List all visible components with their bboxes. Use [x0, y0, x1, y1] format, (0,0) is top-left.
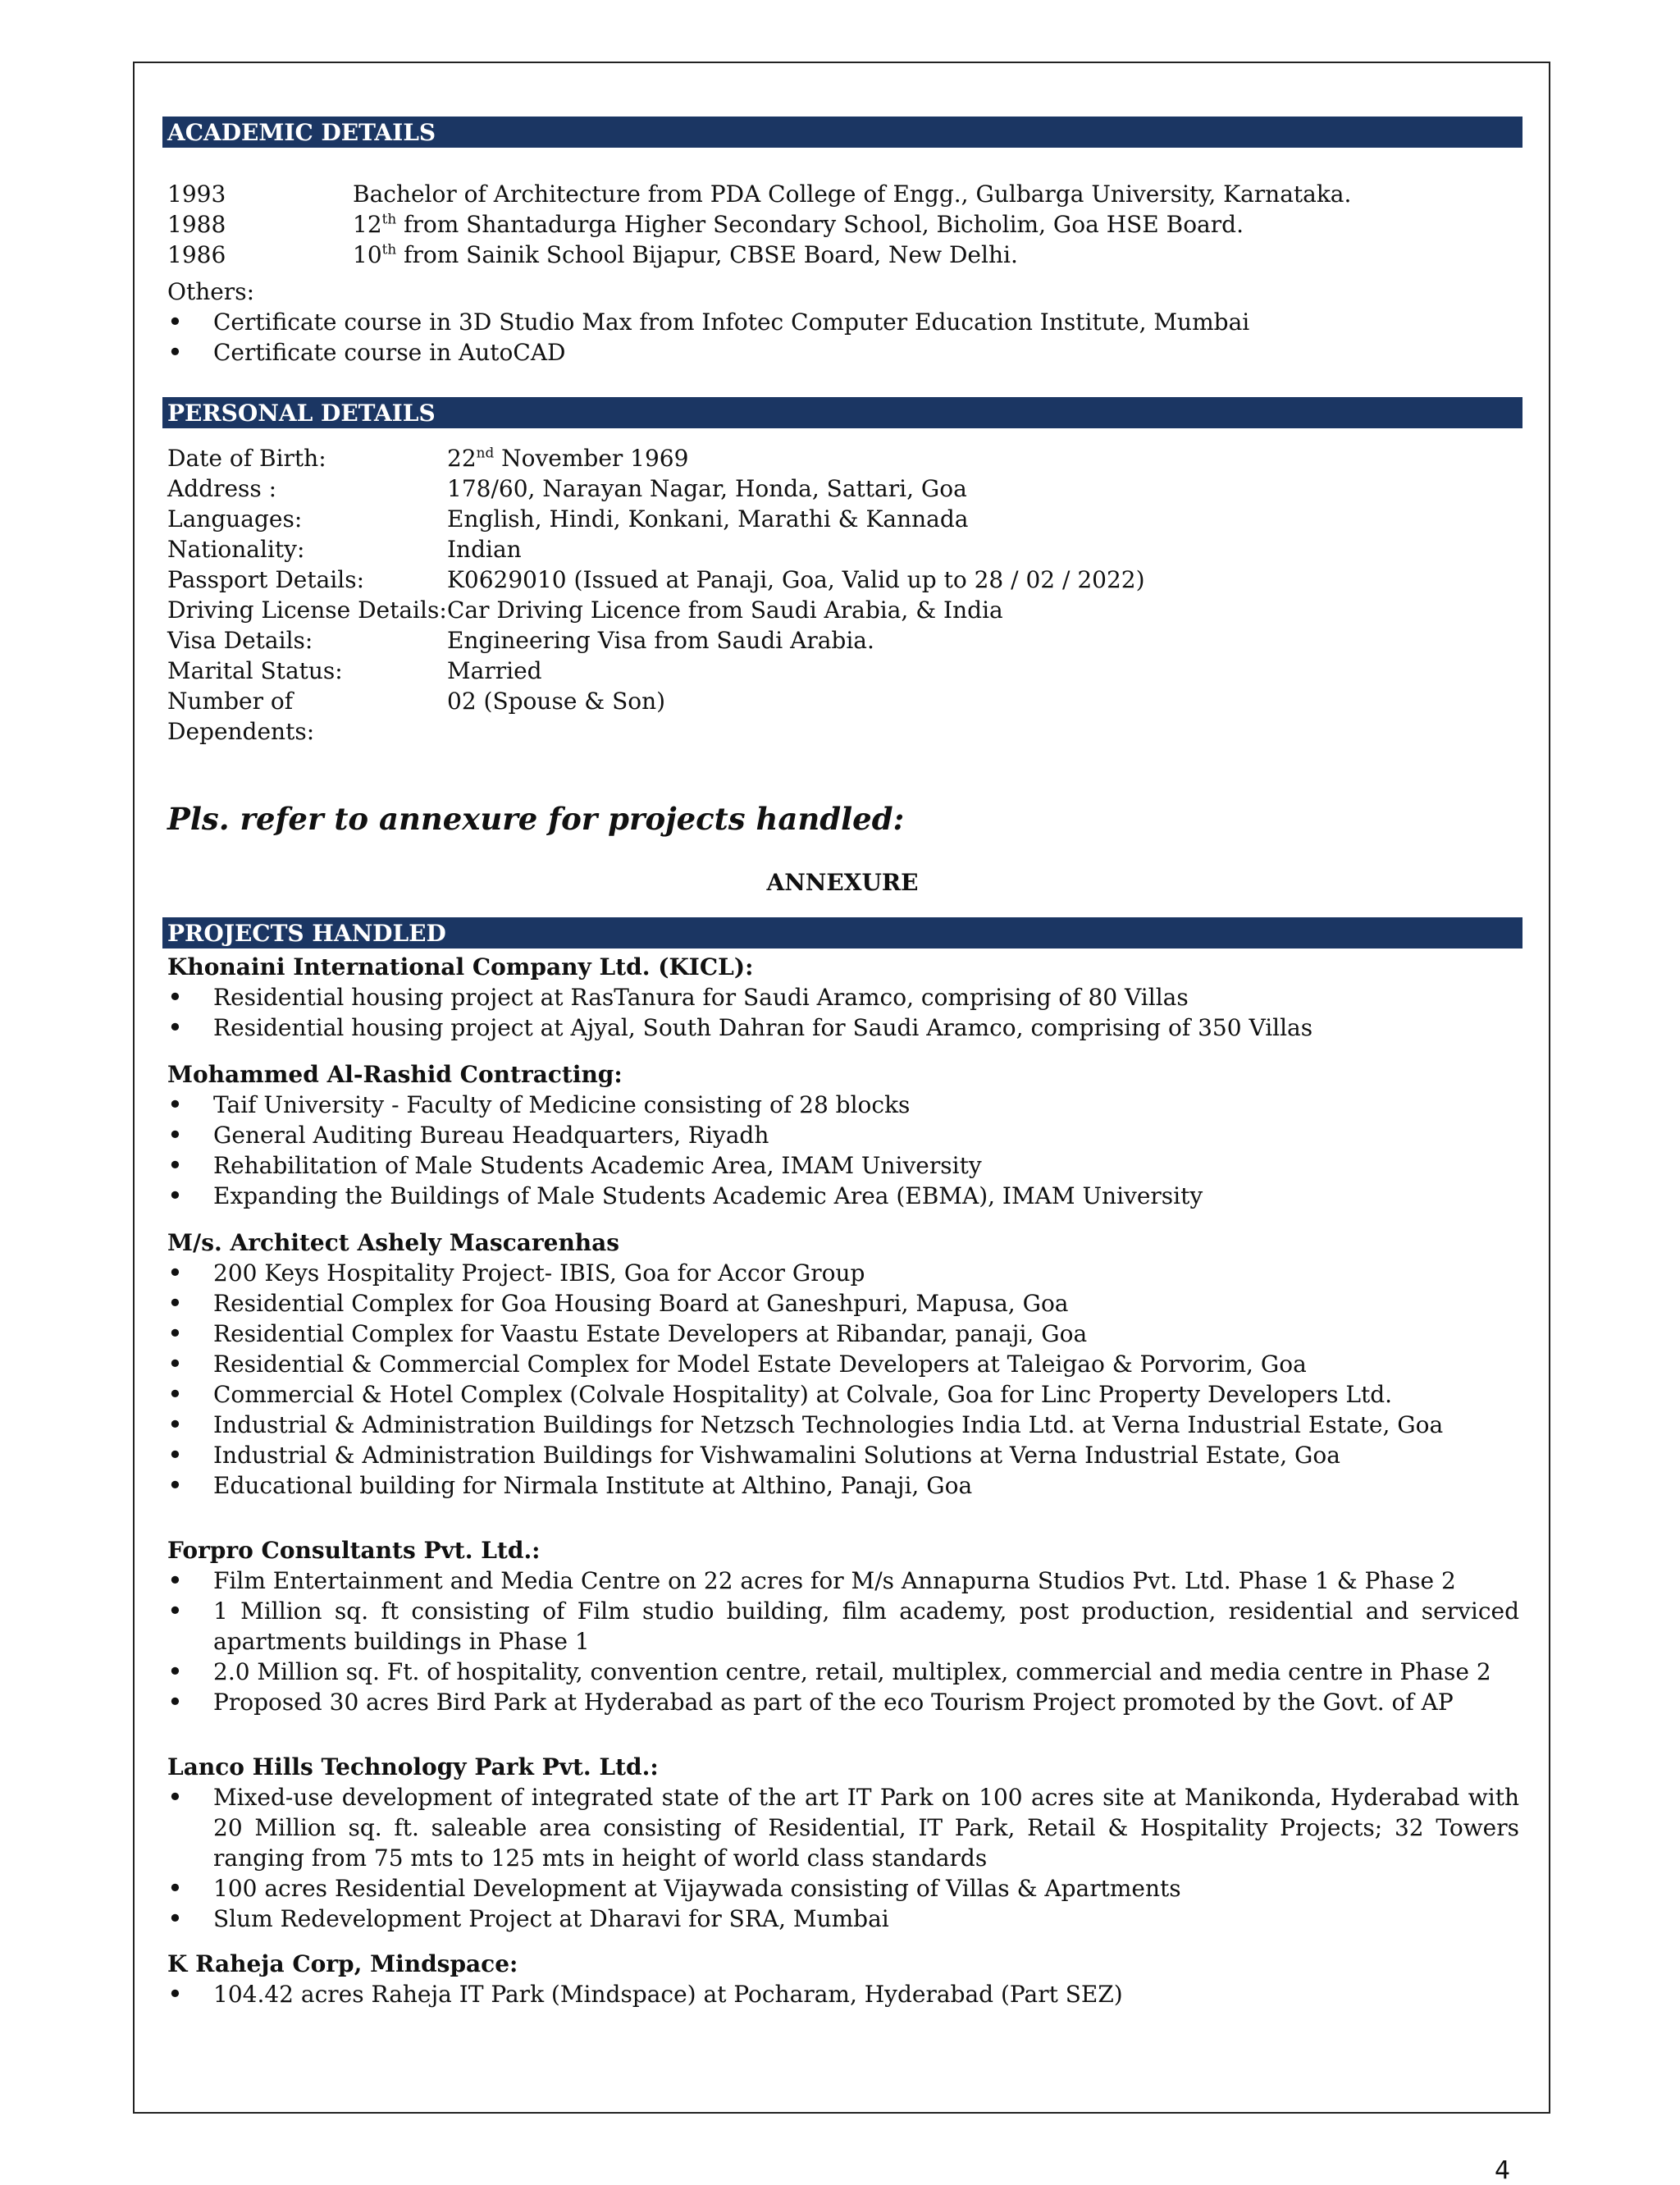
list-item: • Rehabilitation of Male Students Academic Area, IMAM University	[162, 1150, 1522, 1181]
list-item: • Slum Redevelopment Project at Dharavi for SRA, Mumbai	[162, 1904, 1522, 1934]
academic-year: 1988	[167, 211, 226, 238]
personal-row	[162, 504, 1522, 534]
company-name: Mohammed Al-Rashid Contracting:	[167, 1061, 623, 1088]
personal-label: Date of Birth:	[167, 445, 326, 472]
personal-value: Engineering Visa from Saudi Arabia.	[447, 627, 874, 654]
project-list	[162, 1979, 1522, 2009]
personal-row	[162, 625, 1522, 656]
academic-year: 1993	[167, 181, 226, 208]
others-label: Others:	[167, 278, 254, 305]
personal-rows	[162, 473, 1522, 747]
academic-entry	[162, 240, 1522, 270]
personal-row	[162, 595, 1522, 625]
list-item: • Certificate course in 3D Studio Max from Infotec Computer Education Institute, Mumbai	[162, 307, 1522, 337]
personal-value: English, Hindi, Konkani, Marathi & Kannada	[447, 505, 969, 533]
document-content	[162, 117, 1522, 2009]
personal-row	[162, 443, 1522, 473]
project-list	[162, 982, 1522, 1043]
annexure-title: ANNEXURE	[766, 869, 919, 896]
personal-row	[162, 686, 1522, 747]
project-list	[162, 1258, 1522, 1501]
company-name: K Raheja Corp, Mindspace:	[167, 1950, 518, 1977]
list-item: • Educational building for Nirmala Institute at Althino, Panaji, Goa	[162, 1470, 1522, 1501]
list-item: • Taif University - Faculty of Medicine consisting of 28 blocks	[162, 1090, 1522, 1120]
company-name: Lanco Hills Technology Park Pvt. Ltd.:	[167, 1753, 659, 1780]
personal-row	[162, 534, 1522, 565]
list-item: • Industrial & Administration Buildings for Vishwamalini Solutions at Verna Industrial Estate, Goa	[162, 1440, 1522, 1470]
personal-label: Visa Details:	[167, 627, 313, 654]
academic-entry	[162, 179, 1522, 209]
personal-value: K0629010 (Issued at Panaji, Goa, Valid up to 28 / 02 / 2022)	[447, 566, 1145, 593]
list-item: • Residential Complex for Goa Housing Board at Ganeshpuri, Mapusa, Goa	[162, 1288, 1522, 1319]
section-header-academic: ACADEMIC DETAILS	[162, 117, 1522, 148]
section-header-projects: PROJECTS HANDLED	[162, 917, 1522, 949]
refer-note: Pls. refer to annexure for projects handled:	[167, 801, 905, 837]
personal-row	[162, 473, 1522, 504]
page-frame	[133, 62, 1550, 2114]
academic-entry	[162, 209, 1522, 240]
company-name: Forpro Consultants Pvt. Ltd.:	[167, 1537, 541, 1564]
list-item: • 2.0 Million sq. Ft. of hospitality, convention centre, retail, multiplex, commercial and media centre in Phase 2	[162, 1657, 1522, 1687]
others-list	[162, 307, 1522, 368]
personal-label: Nationality:	[167, 536, 305, 563]
company-name: Khonaini International Company Ltd. (KICL):	[167, 953, 754, 981]
list-item: • Commercial & Hotel Complex (Colvale Hospitality) at Colvale, Goa for Linc Property Developers Ltd.	[162, 1379, 1522, 1410]
projects-list	[162, 952, 1522, 2009]
list-item: • Residential & Commercial Complex for Model Estate Developers at Taleigao & Porvorim, Goa	[162, 1349, 1522, 1379]
academic-text: Bachelor of Architecture from PDA College of Engg., Gulbarga University, Karnataka.	[353, 181, 1352, 208]
list-item: • Residential Complex for Vaastu Estate Developers at Ribandar, panaji, Goa	[162, 1319, 1522, 1349]
personal-value: Indian	[447, 536, 522, 563]
personal-label: Number of Dependents:	[167, 688, 315, 745]
list-item: • 100 acres Residential Development at Vijaywada consisting of Villas & Apartments	[162, 1873, 1522, 1904]
list-item: • Expanding the Buildings of Male Students Academic Area (EBMA), IMAM University	[162, 1181, 1522, 1211]
academic-text: 12th from Shantadurga Higher Secondary School, Bicholim, Goa HSE Board.	[353, 210, 1244, 238]
personal-value: 02 (Spouse & Son)	[447, 688, 666, 715]
personal-label: Passport Details:	[167, 566, 365, 593]
list-item: • Proposed 30 acres Bird Park at Hyderabad as part of the eco Tourism Project promoted by the Govt. of AP	[162, 1687, 1522, 1717]
personal-label: Driving License Details:	[167, 597, 447, 624]
project-list	[162, 1090, 1522, 1211]
list-item: • Residential housing project at RasTanura for Saudi Aramco, comprising of 80 Villas	[162, 982, 1522, 1013]
company-name: M/s. Architect Ashely Mascarenhas	[167, 1229, 620, 1256]
list-item: • Residential housing project at Ajyal, South Dahran for Saudi Aramco, comprising of 350 Villas	[162, 1013, 1522, 1043]
personal-row	[162, 565, 1522, 595]
personal-label: Marital Status:	[167, 657, 343, 684]
list-item: • Film Entertainment and Media Centre on 22 acres for M/s Annapurna Studios Pvt. Ltd. Phase 1 & Phase 2	[162, 1566, 1522, 1596]
list-item: • Certificate course in AutoCAD	[162, 337, 1522, 368]
personal-row	[162, 656, 1522, 686]
list-item: • 200 Keys Hospitality Project- IBIS, Goa for Accor Group	[162, 1258, 1522, 1288]
list-item: • 1 Million sq. ft consisting of Film studio building, film academy, post production, residential and serviced apartments buildings in Phase 1	[162, 1596, 1522, 1657]
academic-year: 1986	[167, 241, 226, 268]
page-number: 4	[1495, 2156, 1511, 2185]
academic-text: 10th from Sainik School Bijapur, CBSE Board, New Delhi.	[353, 240, 1018, 268]
personal-value: Car Driving Licence from Saudi Arabia, & India	[447, 597, 1003, 624]
personal-label: Languages:	[167, 505, 303, 533]
personal-label: Address :	[167, 475, 277, 502]
personal-value: 22nd November 1969	[447, 444, 689, 472]
project-list	[162, 1566, 1522, 1717]
list-item: • General Auditing Bureau Headquarters, Riyadh	[162, 1120, 1522, 1150]
list-item: • Mixed-use development of integrated state of the art IT Park on 100 acres site at Manikonda, Hyderabad with 20 Million sq. ft. saleable area consisting of Residential, IT Park, Retail & Hospitality Projects; 32 Towers ranging from 75 mts to 125 mts in height of world class standards	[162, 1782, 1522, 1873]
project-list	[162, 1782, 1522, 1934]
list-item: • Industrial & Administration Buildings for Netzsch Technologies India Ltd. at Verna Industrial Estate, Goa	[162, 1410, 1522, 1440]
personal-value: 178/60, Narayan Nagar, Honda, Sattari, Goa	[447, 475, 967, 502]
personal-value: Married	[447, 657, 542, 684]
section-header-personal: PERSONAL DETAILS	[162, 397, 1522, 428]
list-item: • 104.42 acres Raheja IT Park (Mindspace) at Pocharam, Hyderabad (Part SEZ)	[162, 1979, 1522, 2009]
